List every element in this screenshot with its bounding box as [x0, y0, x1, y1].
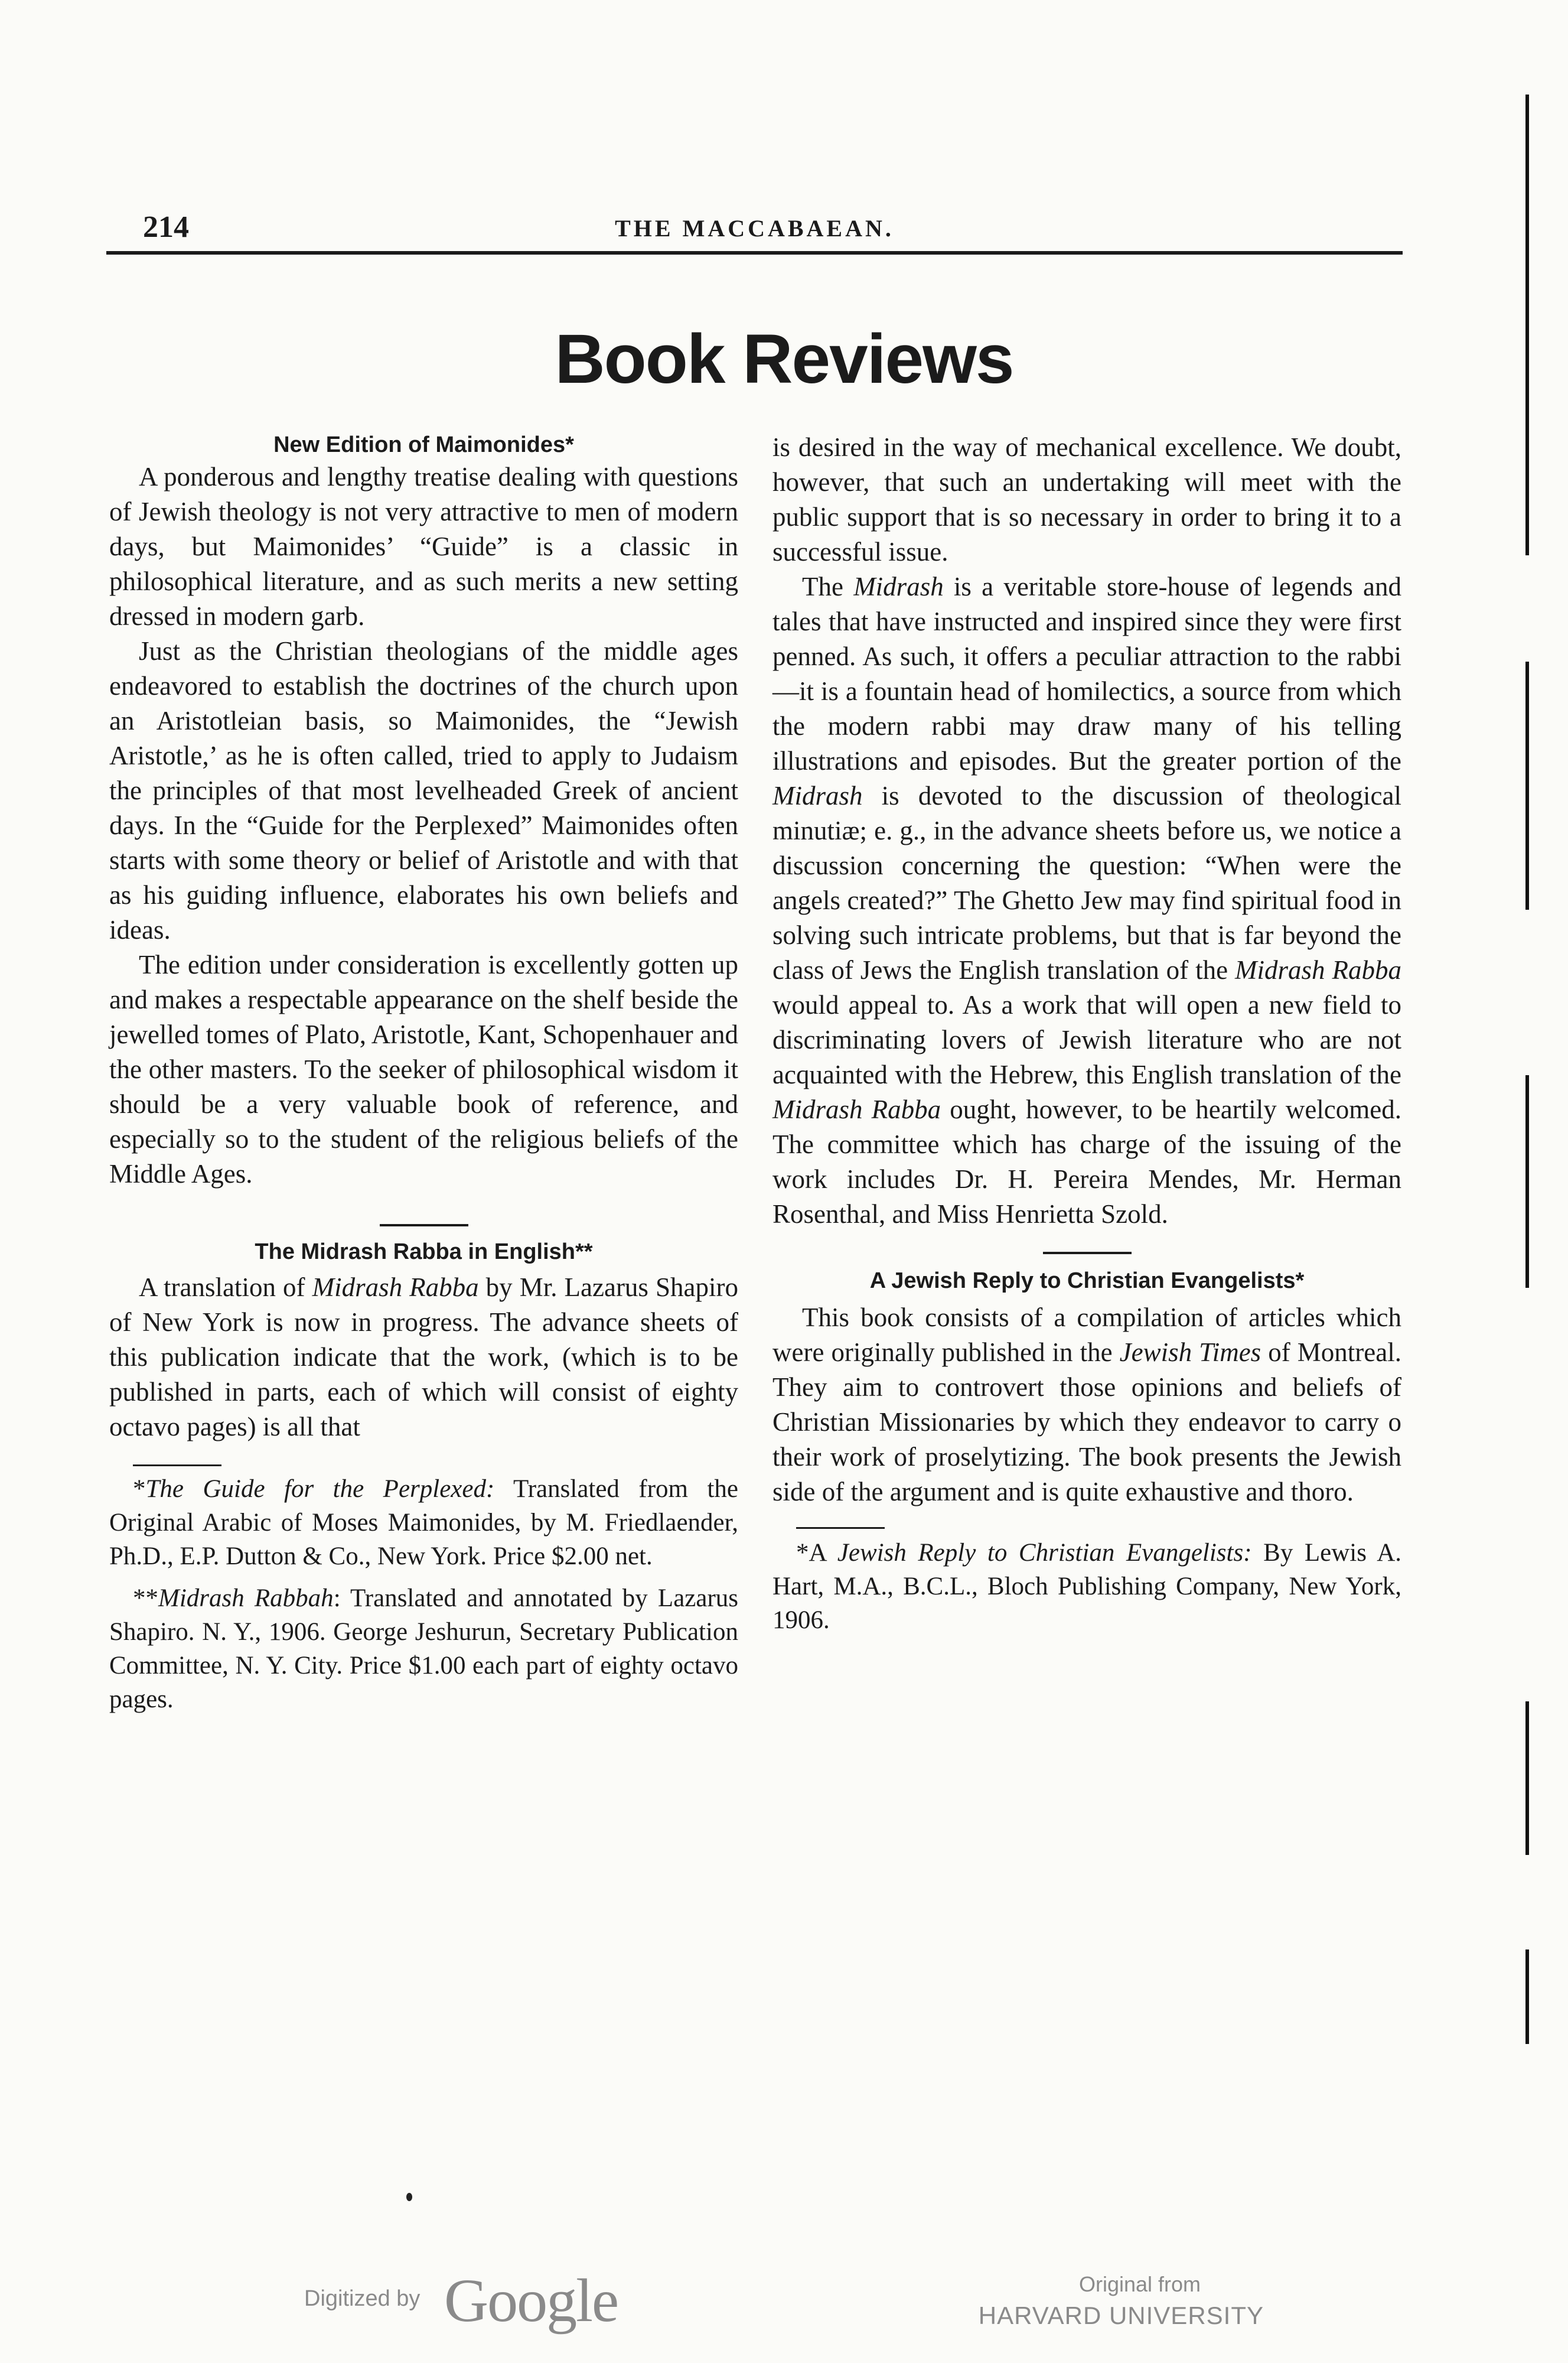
binding-edge-line [1525, 1701, 1529, 1855]
page-header [106, 210, 1403, 251]
right-column [772, 430, 1401, 1637]
page-number: 214 [143, 210, 189, 244]
review-paragraph: A ponderous and lengthy treatise dealing with questions of Jewish theology is not very attractive to men of modern days, but Maimonides’ “Guide” is a classic in philosophical literature, and as such merits a new setting dressed in modern garb. [109, 462, 738, 631]
review-paragraph: Just as the Christian theologians of the middle ages endeavored to establish the doctrines of the church upon an Aristotleian basis, so Maimonides, the “Jewish Aristotle,’ as he is often called, tried to apply to Judaism the principles of that most levelheaded Greek of ancient days. In the “Guide for the Perplexed” Maimonides often starts with some theory or belief of Aristotle and with that as his guiding influence, elaborates his own beliefs and ideas. [109, 636, 738, 945]
institution-label: HARVARD UNIVERSITY [978, 2302, 1264, 2329]
footnote-evangelists: *A Jewish Reply to Christian Evangelists: By Lewis A. Hart, M.A., B.C.L., Bloch Publishing Company, New York, 1906. [772, 1539, 1402, 1634]
review-paragraph: This book consists of a compilation of articles which were originally published in the Jewish Times of Montreal. They aim to controvert those opinions and beliefs of Christian Missionaries by which they endeavor to carry o their work of proselytizing. The book presents the Jewish side of the argument and is quite exhaustive and thoro. [772, 1303, 1401, 1506]
left-column [109, 430, 738, 1716]
original-from-label: Original from [1078, 2272, 1201, 2296]
review-paragraph: The Midrash is a veritable store-house of legends and tales that have instructed and inspired since they were first penned. As such, it offers a peculiar attraction to the rabbi—it is a fountain head of homilectics, a source from which the modern rabbi may draw many of his telling illustrations and episodes. But the greater portion of the Midrash is devoted to the discussion of theological minutiæ; e. g., in the advance sheets before us, we notice a discussion concerning the question: “When were the angels created?” The Ghetto Jew may find spiritual food in solving such intricate problems, but that is far beyond the class of Jews the English translation of the Midrash Rabba would appeal to. As a work that will open a new field to discriminating lovers of Jewish literature who are not acquainted with the Hebrew, this English translation of the Midrash Rabba ought, however, to be heartily welcomed. The committee which has charge of the issuing of the work includes Dr. H. Pereira Mendes, Mr. Herman Rosenthal, and Miss Henrietta Szold. [772, 572, 1402, 1229]
page-title: Book Reviews [555, 320, 1013, 398]
header-rule [106, 251, 1403, 255]
review-heading-evangelists: A Jewish Reply to Christian Evangelists* [869, 1268, 1305, 1293]
binding-edge-line [1525, 95, 1529, 555]
review-heading-maimonides: New Edition of Maimonides* [273, 432, 574, 457]
footnotes [109, 1472, 738, 1716]
binding-edge-line [1525, 1075, 1529, 1288]
stray-ink-dot [406, 2193, 412, 2201]
footnotes [772, 1536, 1401, 1637]
running-head: THE MACCABAEAN. [615, 215, 894, 242]
binding-edge-line [1525, 662, 1529, 910]
footnote-guide: *The Guide for the Perplexed: Translated from the Original Arabic of Moses Maimonides, by M. Friedlaender, Ph.D., E.P. Dutton & Co., New York. Price $2.00 net. [109, 1475, 738, 1570]
review-heading-midrash: The Midrash Rabba in English** [255, 1239, 593, 1264]
review-paragraph: is desired in the way of mechanical excellence. We doubt, however, that such an undertaking will meet with the public support that is so necessary in order to bring it to a successful issue. [772, 432, 1401, 567]
google-logo: Google [444, 2267, 618, 2335]
review-paragraph: A translation of Midrash Rabba by Mr. Lazarus Shapiro of New York is now in progress. The advance sheets of this publication indicate that the work, (which is to be published in parts, each of which will consist of eighty octavo pages) is all that [109, 1272, 738, 1441]
footnote-midrash: **Midrash Rabbah: Translated and annotated by Lazarus Shapiro. N. Y., 1906. George Jeshurun, Secretary Publication Committee, N. Y. City. Price $1.00 each part of eighty octavo pages. [109, 1584, 738, 1713]
review-paragraph: The edition under consideration is excellently gotten up and makes a respectable appearance on the shelf beside the jewelled tomes of Plato, Aristotle, Kant, Schopenhauer and the other masters. To the seeker of philosophical wisdom it should be a very valuable book of reference, and especially so to the student of the religious beliefs of the Middle Ages. [109, 950, 738, 1189]
digitized-by-label: Digitized by [304, 2286, 420, 2311]
binding-edge-line [1525, 1949, 1529, 2044]
